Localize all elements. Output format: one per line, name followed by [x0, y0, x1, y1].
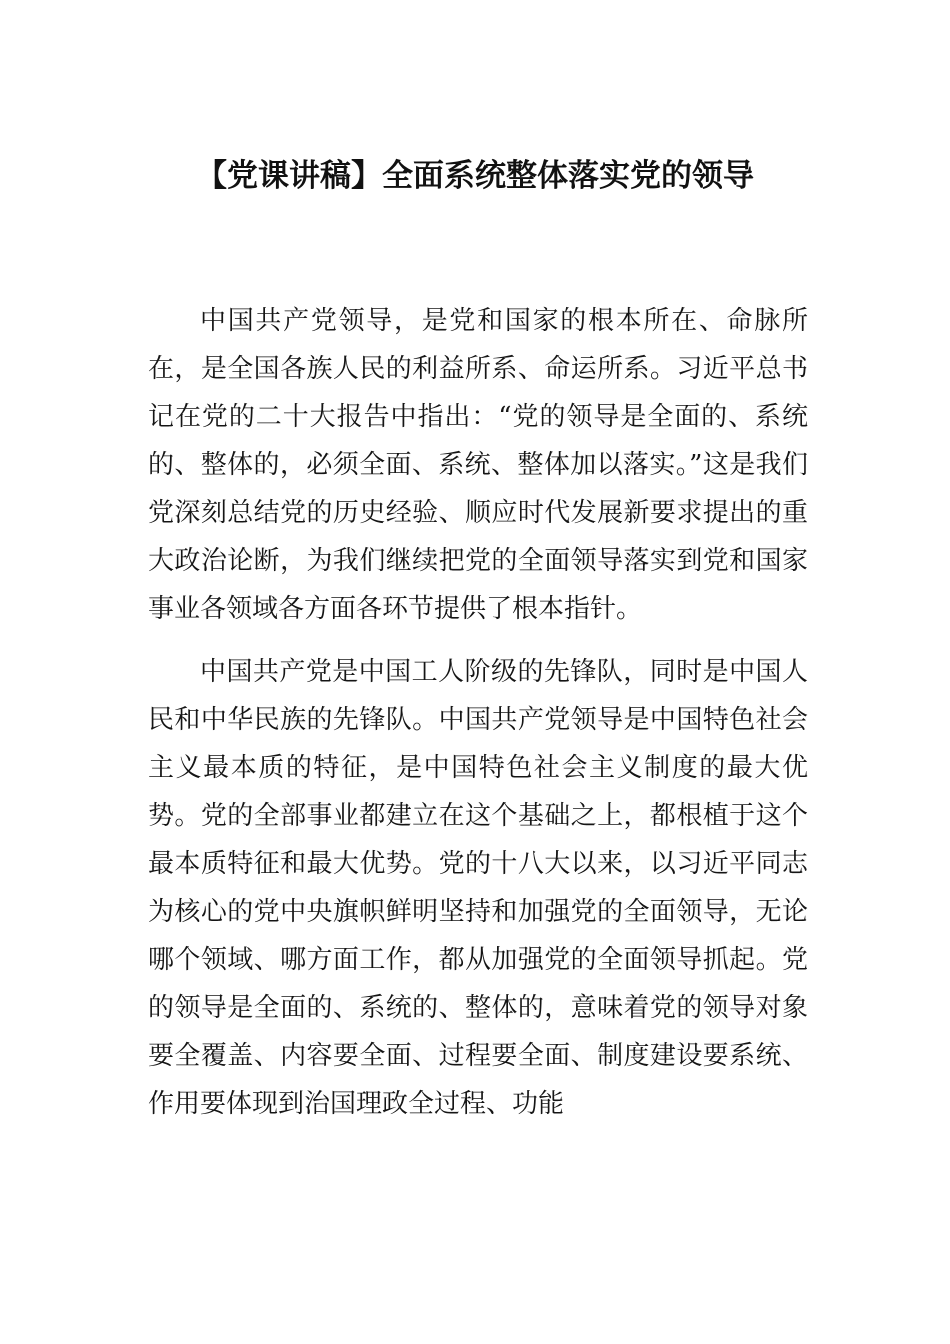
paragraph-1: 中国共产党领导，是党和国家的根本所在、命脉所在，是全国各族人民的利益所系、命运所系。习近平总书记在党的二十大报告中指出：“党的领导是全面的、系统的、整体的，必须全面、系统、整体加以落实。”这是我们党深刻总结党的历史经验、顺应时代发展新要求提出的重大政治论断，为我们继续把党的全面领导落实到党和国家事业各领域各方面各环节提供了根本指针。 — [148, 306, 808, 624]
paragraph-2: 中国共产党是中国工人阶级的先锋队，同时是中国人民和中华民族的先锋队。中国共产党领导是中国特色社会主义最本质的特征，是中国特色社会主义制度的最大优势。党的全部事业都建立在这个基础之上，都根植于这个最本质特征和最大优势。党的十八大以来，以习近平同志为核心的党中央旗帜鲜明坚持和加强党的全面领导，无论哪个领域、哪方面工作，都从加强党的全面领导抓起。党的领导是全面的、系统的、整体的，意味着党的领导对象要全覆盖、内容要全面、过程要全面、制度建设要系统、作用要体现到治国理政全过程、功能 — [148, 657, 808, 1119]
document-title: 【党课讲稿】全面系统整体落实党的领导 — [196, 158, 754, 194]
